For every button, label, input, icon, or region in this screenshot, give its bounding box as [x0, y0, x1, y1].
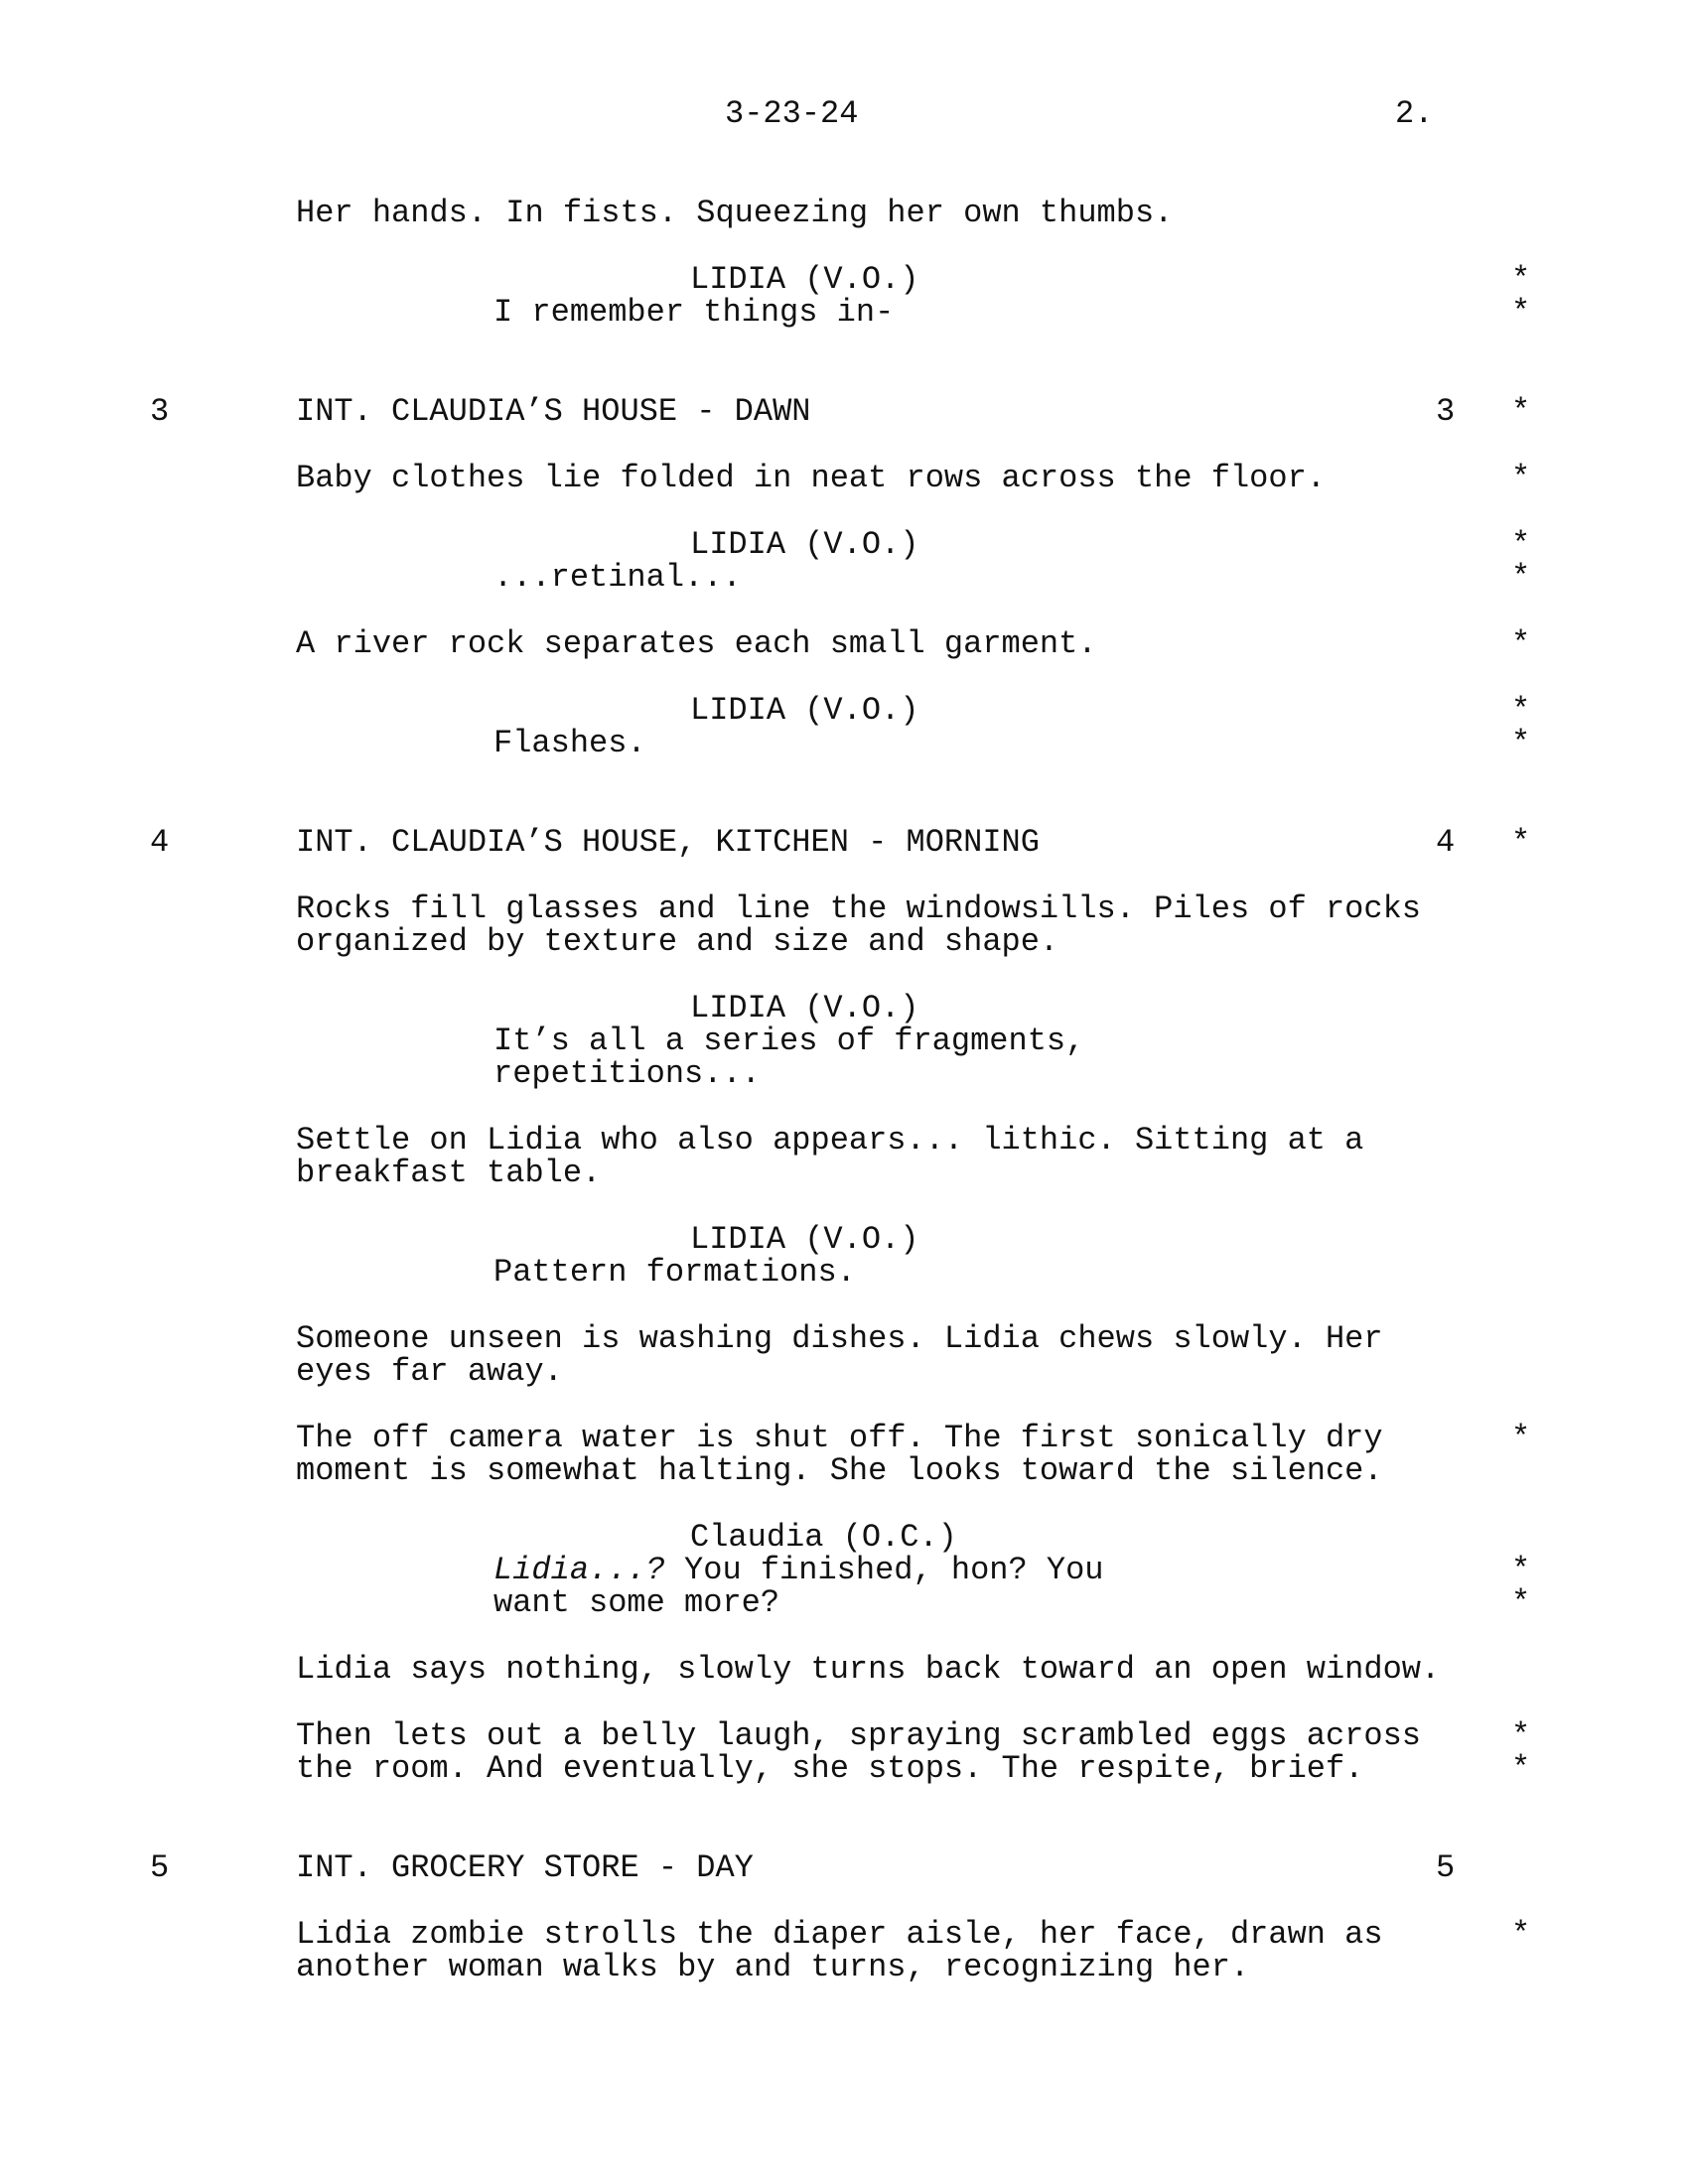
dialogue-line: want some more? [493, 1584, 780, 1621]
action-line: organized by texture and size and shape. [296, 923, 1059, 960]
character-cue: Claudia (O.C.) [690, 1519, 957, 1556]
revision-mark: * [1511, 1750, 1531, 1787]
dialogue-line [493, 1554, 1104, 1587]
dialogue-text: You finished, hon? You [664, 1552, 1104, 1588]
revision-mark: * [1511, 294, 1531, 331]
character-cue: LIDIA (V.O.) [690, 990, 919, 1026]
revision-mark: * [1511, 460, 1531, 496]
revision-mark: * [1511, 625, 1531, 662]
scene-heading: INT. GROCERY STORE - DAY [296, 1849, 754, 1886]
action-line: moment is somewhat halting. She looks toward the silence. [296, 1452, 1383, 1489]
dialogue-line: It’s all a series of fragments, [493, 1023, 1085, 1059]
character-cue: LIDIA (V.O.) [690, 526, 919, 563]
action-line: Her hands. In fists. Squeezing her own thumbs. [296, 195, 1174, 231]
revision-mark: * [1511, 1717, 1531, 1754]
dialogue-italic: Lidia...? [493, 1552, 665, 1588]
dialogue-line: ...retinal... [493, 559, 742, 596]
dialogue-line: I remember things in- [493, 294, 895, 331]
action-line: Baby clothes lie folded in neat rows across the floor. [296, 460, 1326, 496]
scene-number-right: 4 [1436, 824, 1456, 861]
dialogue-line: repetitions... [493, 1055, 761, 1092]
revision-mark: * [1511, 526, 1531, 563]
revision-mark: * [1511, 1916, 1531, 1953]
action-line: Someone unseen is washing dishes. Lidia chews slowly. Her [296, 1320, 1383, 1357]
page-number: 2. [1395, 95, 1434, 132]
action-line: another woman walks by and turns, recognizing her. [296, 1949, 1250, 1985]
action-line: A river rock separates each small garment. [296, 625, 1097, 662]
action-line: The off camera water is shut off. The first sonically dry [296, 1420, 1383, 1456]
scene-number-right: 3 [1436, 393, 1456, 430]
revision-mark: * [1511, 559, 1531, 596]
revision-mark: * [1511, 824, 1531, 861]
action-line: the room. And eventually, she stops. The respite, brief. [296, 1750, 1364, 1787]
header-date: 3-23-24 [725, 95, 859, 132]
revision-mark: * [1511, 1552, 1531, 1588]
action-line: eyes far away. [296, 1353, 563, 1390]
revision-mark: * [1511, 692, 1531, 729]
dialogue-line: Flashes. [493, 725, 646, 761]
action-line: Rocks fill glasses and line the windowsills. Piles of rocks [296, 890, 1421, 927]
scene-number-left: 5 [150, 1849, 170, 1886]
scene-number-left: 4 [150, 824, 170, 861]
scene-heading: INT. CLAUDIA’S HOUSE - DAWN [296, 393, 811, 430]
revision-mark: * [1511, 261, 1531, 298]
scene-number-right: 5 [1436, 1849, 1456, 1886]
revision-mark: * [1511, 1420, 1531, 1456]
revision-mark: * [1511, 393, 1531, 430]
character-cue: LIDIA (V.O.) [690, 692, 919, 729]
revision-mark: * [1511, 1584, 1531, 1621]
action-line: Lidia zombie strolls the diaper aisle, her face, drawn as [296, 1916, 1383, 1953]
revision-mark: * [1511, 725, 1531, 761]
scene-heading: INT. CLAUDIA’S HOUSE, KITCHEN - MORNING [296, 824, 1040, 861]
character-cue: LIDIA (V.O.) [690, 261, 919, 298]
dialogue-line: Pattern formations. [493, 1254, 856, 1291]
action-line: Lidia says nothing, slowly turns back toward an open window. [296, 1651, 1441, 1688]
action-line: Then lets out a belly laugh, spraying scrambled eggs across [296, 1717, 1421, 1754]
scene-number-left: 3 [150, 393, 170, 430]
action-line: Settle on Lidia who also appears... lithic. Sitting at a [296, 1122, 1364, 1159]
action-line: breakfast table. [296, 1155, 602, 1191]
character-cue: LIDIA (V.O.) [690, 1221, 919, 1258]
